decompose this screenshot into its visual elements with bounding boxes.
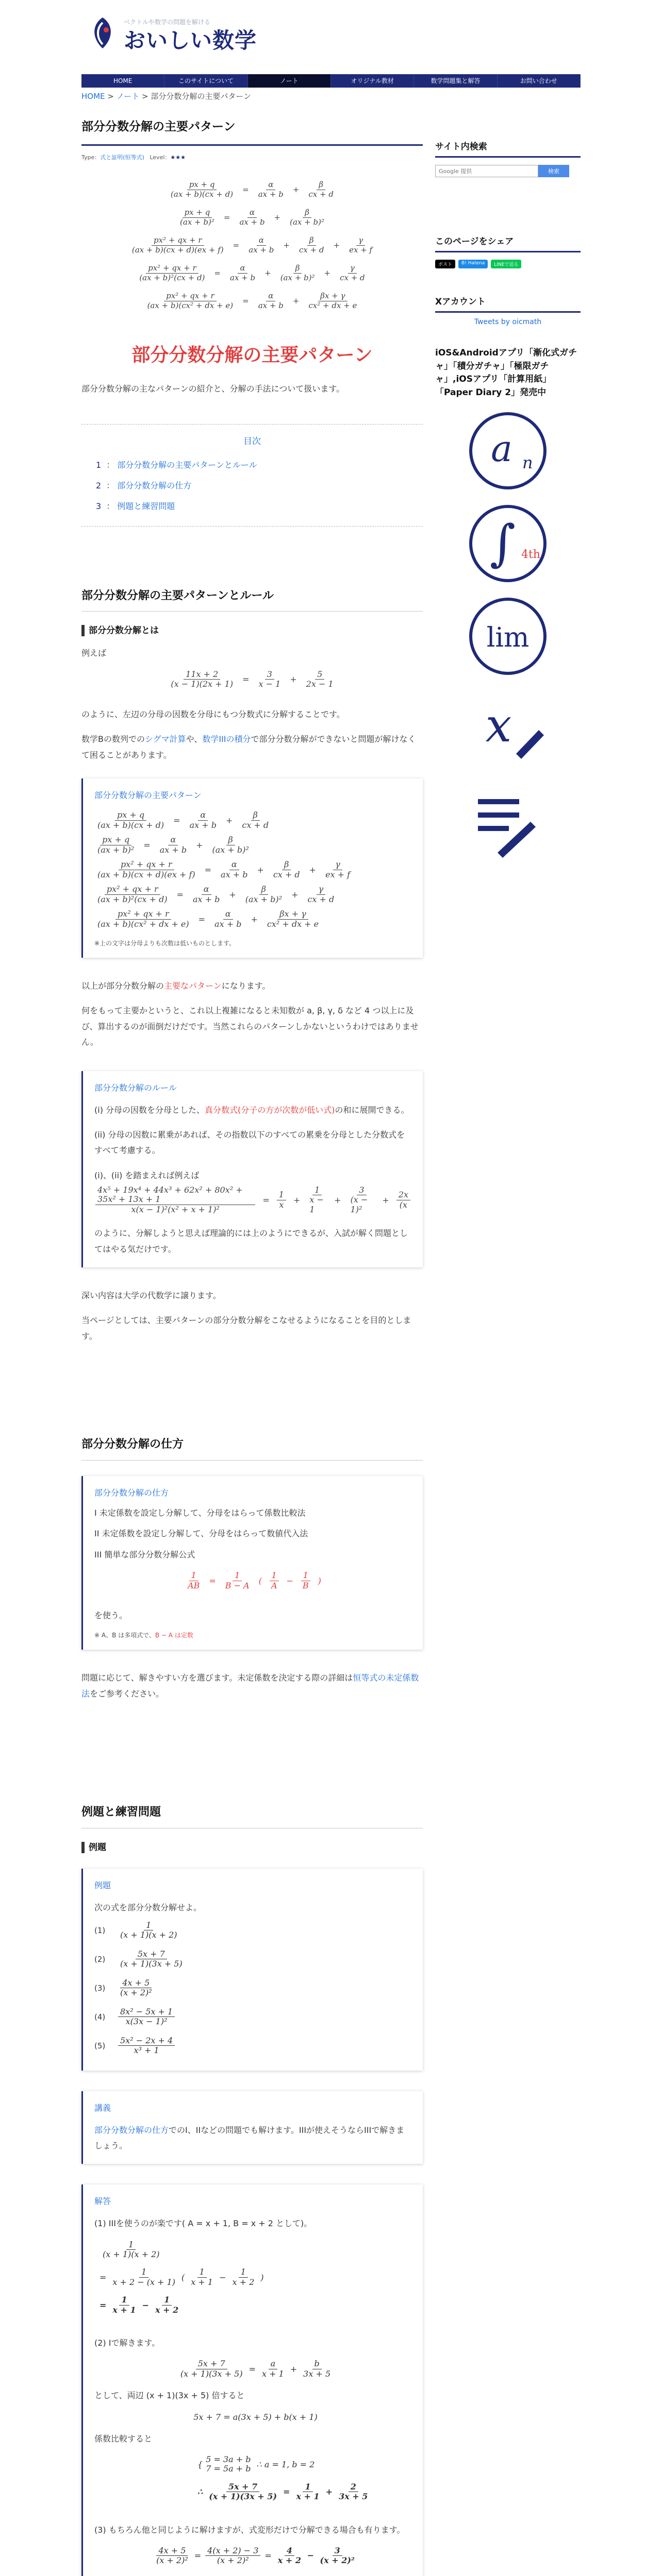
toc-title: 目次 xyxy=(243,436,261,447)
hero-formula: $\frac{\text{px² + qx + r}}{\text{(ax + b)²(cx + d)}}$ = $\frac{\alpha}{ax + b}$ + $\frac{\beta}{\text{(ax + b)²}}$ + $\frac{\gamma}{cx + d}$ xyxy=(139,263,365,282)
link-method[interactable]: 部分分数分解の仕方 xyxy=(94,2125,169,2135)
toc-item[interactable]: 2 ： 部分分数分解の仕方 xyxy=(96,480,192,490)
paragraph xyxy=(81,1670,423,1702)
app-icon-paper-diary[interactable] xyxy=(467,781,549,863)
section-title: 部分分数分解の主要パターンとルール xyxy=(81,588,423,612)
solution-formula: = $\frac{1}{x + 2 - (x + 1)}$ ( $\frac{1}{x + 1}$ − $\frac{1}{x + 2}$ ) xyxy=(100,2267,264,2287)
app-icon-limit[interactable] xyxy=(467,595,549,677)
breadcrumb-home[interactable]: HOME xyxy=(81,92,105,101)
box-note: ※上の文字は分母よりも次数は低いものとします。 xyxy=(94,940,236,947)
app-blurb: iOS&Androidアプリ「漸化式ガチャ」「積分ガチャ」「極限ガチャ」,iOSアプリ「計算用紙」「Paper Diary 2」発売中 xyxy=(435,348,577,398)
app-icon-recurrence[interactable] xyxy=(467,410,549,492)
nav-original[interactable]: オリジナル教材 xyxy=(331,74,414,88)
type-label: Type： xyxy=(81,154,101,161)
exercise-label: (4) xyxy=(94,2012,106,2022)
rule-item: (ii) 分母の因数に累乗があれば、その指数以下のすべての累乗を分母とした分数式をすべて考慮する。 xyxy=(94,1129,405,1156)
toc-num: 2 xyxy=(96,480,102,490)
exercise-label: (2) xyxy=(94,1954,106,1964)
paragraph: 当ページとしては、主要パターンの部分分数分解をこなせるようになることを目的とします。 xyxy=(81,1315,411,1341)
paragraph xyxy=(94,2123,411,2154)
svg-text:4th: 4th xyxy=(521,548,541,561)
solution-formula: { 5 = 3a + b 7 = 5a + b ∴ a = 1, b = 2 xyxy=(197,2454,315,2474)
solution-formula: $\frac{5x + 7}{(x + 1)(3x + 5)}$ = $\frac{a}{x + 1}$ + $\frac{b}{3x + 5}$ xyxy=(180,2359,331,2379)
share-x-button[interactable]: ポスト xyxy=(435,260,455,268)
exercise-label: (5) xyxy=(94,2041,106,2050)
share-hatena-button[interactable]: B! Hatena xyxy=(458,260,488,268)
text: になります。 xyxy=(221,981,271,991)
highlight-text: 真分数式(分子の方が次数が低い式) xyxy=(205,1105,335,1115)
x-timeline-link[interactable]: Tweets by oicmath xyxy=(474,318,542,326)
exercise-label: (1) xyxy=(94,1925,106,1935)
toc-link[interactable]: 部分分数分解の仕方 xyxy=(117,480,192,490)
nav-about[interactable]: このサイトについて xyxy=(164,74,247,88)
rule-box xyxy=(81,1071,423,1267)
hero-formula: $\frac{px + q}{\text{(ax + b)²}}$ = $\frac{\alpha}{ax + b}$ + $\frac{\beta}{\text{(ax + b)²}}$ xyxy=(180,208,324,227)
breadcrumb-sep: > xyxy=(107,92,114,101)
box-title: 例題 xyxy=(94,1880,111,1891)
hero-formula: $\frac{\text{px² + qx + r}}{\text{(ax + b)(cx² + dx + e)}}$ = $\frac{\alpha}{ax + b}$ + $\frac{\beta x + \gamma}{\text{cx² + dx + e}}$ xyxy=(147,291,357,310)
subsection-title: 例題 xyxy=(81,1842,423,1853)
global-nav xyxy=(81,74,581,88)
text: で部分分数分解ができないと問題が解けなくて困ることがあります。 xyxy=(81,734,416,760)
exercise-item: (3) $\frac{4x + 5}{\text{(x + 2)²}}$ xyxy=(94,1977,152,1998)
method-item: I 未定係数を設定し分解して、分母をはらって係数比較法 xyxy=(94,1507,306,1518)
paragraph: 係数比較すると xyxy=(94,2433,153,2444)
app-icon-integral[interactable] xyxy=(467,502,549,585)
highlight-text: 主要なパターン xyxy=(164,981,222,991)
logo-title: おいしい数学 xyxy=(124,28,257,53)
method-formula: $\frac{1}{AB}$ = $\frac{1}{B - A}$ ( $\frac{1}{A}$ − $\frac{1}{B}$ ) xyxy=(188,1570,321,1590)
method-item: II 未定係数を設定し分解して、分母をはらって数値代入法 xyxy=(94,1529,308,1539)
paragraph xyxy=(81,732,423,763)
text: や、 xyxy=(186,734,203,744)
paragraph: 次の式を部分分数分解せよ。 xyxy=(94,1903,202,1913)
link-integral[interactable]: 数学IIIの積分 xyxy=(202,734,251,744)
toc-item[interactable]: 3 ： 例題と練習問題 xyxy=(96,501,175,511)
logo-icon xyxy=(88,16,118,49)
paragraph xyxy=(81,978,423,994)
search-button[interactable] xyxy=(538,165,569,177)
section-3 xyxy=(81,1805,423,2576)
text: の和に展開できる。 xyxy=(335,1105,409,1115)
level-stars: ★★★ xyxy=(170,154,186,161)
widget-title: サイト内検索 xyxy=(435,139,581,158)
svg-text:lim: lim xyxy=(486,622,529,653)
section-title: 部分分数分解の仕方 xyxy=(81,1437,423,1461)
link-identity[interactable]: 恒等式の未定係数法 xyxy=(81,1673,419,1699)
nav-problems[interactable]: 数学問題集と解答 xyxy=(414,74,497,88)
example-box xyxy=(81,1869,423,2070)
text: ※ A、B は多項式で、 xyxy=(94,1632,155,1639)
search-form xyxy=(435,165,581,177)
section-2 xyxy=(81,1437,423,1702)
table-of-contents xyxy=(81,424,423,527)
highlight-text: B − A は定数 xyxy=(155,1632,193,1639)
paragraph: 何をもって主要かというと、これ以上複雑になると未知数が a, β, γ, δ など 4 つ以上に及び、算出するのが面倒だけだです。当然これらのパターンしかないというわけではありません。 xyxy=(81,1006,419,1047)
share-buttons xyxy=(435,260,581,268)
box-note xyxy=(94,1631,411,1639)
subsection-title: 部分分数分解とは xyxy=(81,625,423,636)
solution-heading: (1) IIIを使うのが楽です( A = x + 1, B = x + 2 として)。 xyxy=(94,2218,312,2229)
solution-formula: $\frac{1}{(x + 1)(x + 2)}$ xyxy=(103,2239,160,2260)
toc-link[interactable]: 部分分数分解の主要パターンとルール xyxy=(117,460,257,470)
tip-box xyxy=(81,2091,423,2164)
pattern-box xyxy=(81,778,423,958)
svg-text:x: x xyxy=(485,699,512,753)
nav-home[interactable]: HOME xyxy=(81,74,164,88)
pattern-formula: $\frac{px + q}{(ax + b)(cx + d)}$ = $\frac{\alpha}{ax + b}$ + $\frac{\beta}{cx + d}$ xyxy=(97,810,269,830)
link-sigma[interactable]: シグマ計算 xyxy=(144,734,186,744)
hero-formula: $\frac{\text{px² + qx + r}}{(ax + b)(cx + d)(ex + f)}$ = $\frac{\alpha}{ax + b}$ + $\frac{\beta}{cx + d}$ + $\frac{\gamma}{ex + f}$ xyxy=(131,235,373,255)
solution-formula: ∴ $\frac{5x + 7}{(x + 1)(3x + 5)}$ = $\frac{1}{x + 1}$ + $\frac{2}{3x + 5}$ xyxy=(197,2481,368,2502)
method-item: III 簡単な部分分数分解公式 xyxy=(94,1549,195,1560)
toc-num: 3 xyxy=(96,501,102,511)
nav-contact[interactable]: お問い合わせ xyxy=(498,74,581,88)
breadcrumb-current: 部分分数分解の主要パターン xyxy=(151,92,252,101)
exercise-label: (3) xyxy=(94,1983,106,1993)
svg-text:n: n xyxy=(522,453,533,472)
pattern-formula: $\frac{px + q}{\text{(ax + b)²}}$ = $\frac{\alpha}{ax + b}$ + $\frac{\beta}{\text{(ax + b)²}}$ xyxy=(97,835,249,855)
widget-title: このページをシェア xyxy=(435,234,581,252)
site-logo[interactable] xyxy=(88,12,258,54)
paragraph: 深い内容は大学の代数学に譲ります。 xyxy=(81,1290,221,1300)
box-title: 部分分数分解の主要パターン xyxy=(94,790,202,801)
solution-formula: $\frac{4x + 5}{\text{(x + 2)²}}$ = $\frac{4(x + 2) - 3}{\text{(x + 2)²}}$ = $\frac{4}{x + 2}$ − $\frac{3}{\text{(x + 2)²}}$ xyxy=(156,2545,355,2566)
text: (i) 分母の因数を分母とした、 xyxy=(94,1105,205,1115)
main-content xyxy=(81,103,423,2576)
exercise-item: (2) $\frac{5x + 7}{(x + 1)(3x + 5)}$ xyxy=(94,1948,183,1969)
text: 数学Bの数列での xyxy=(81,734,145,744)
pattern-formula: $\frac{\text{px² + qx + r}}{\text{(ax + b)²(cx + d)}}$ = $\frac{\alpha}{ax + b}$ + $\frac{\beta}{\text{(ax + b)²}}$ + $\frac{\gamma}{cx + d}$ xyxy=(97,884,335,904)
search-input[interactable] xyxy=(435,165,538,177)
solution-formula: = $\frac{1}{x + 1}$ − $\frac{1}{x + 2}$ xyxy=(100,2295,179,2315)
paragraph: 例えば xyxy=(81,648,107,658)
text: でのI、IIなどの問題でも解けます。IIIが使えそうならIIIで解きましょう。 xyxy=(94,2125,405,2150)
exercise-item: (1) $\frac{1}{(x + 1)(x + 2)}$ xyxy=(94,1920,177,1940)
post-meta xyxy=(81,153,423,161)
app-widget xyxy=(435,347,581,863)
rule-item xyxy=(94,1103,411,1118)
hero-formula: $\frac{px + q}{(ax + b)(cx + d)}$ = $\frac{\alpha}{ax + b}$ + $\frac{\beta}{cx + d}$ xyxy=(171,180,334,199)
nav-note[interactable]: ノート xyxy=(248,74,331,88)
breadcrumb-sep: > xyxy=(142,92,148,101)
rule-formula: $\frac{\text{4x⁵ + 19x⁴ + 44x³ + 62x² + 80x² + 35x² + 13x + 1}}{\text{x(x − 1)²(x² + x + 1)²}}$ = $\frac{1}{x}$ + $\frac{1}{x - 1}$ + $\frac{3}{\text{(x − 1)²}}$ + $\frac{2x}{(x}$ xyxy=(94,1183,411,1216)
page-title: 部分分数分解の主要パターン xyxy=(81,118,423,146)
text: をご参考ください。 xyxy=(90,1688,164,1699)
exercise-item: (5) $\frac{\text{5x² − 2x + 4}}{\text{x³ + 1}}$ xyxy=(94,2031,411,2060)
share-line-button[interactable]: LINEで送る xyxy=(491,260,521,268)
search-widget xyxy=(435,139,581,177)
widget-title: Xアカウント xyxy=(435,294,581,313)
exercise-item: (4) $\frac{\text{8x² − 5x + 1}}{\text{x(3x − 1)²}}$ xyxy=(94,2003,411,2031)
section-title: 例題と練習問題 xyxy=(81,1805,423,1828)
solution-box xyxy=(81,2184,423,2576)
lead-text: 部分分数分解の主なパターンの紹介と、分解の手法について扱います。 xyxy=(81,384,345,394)
svg-text:a: a xyxy=(491,428,512,470)
solution-heading: (3) もちろん他と同じように解けますが、式変形だけで分解できる場合も有ります。 xyxy=(94,2524,405,2535)
search-button-label: 検索 xyxy=(548,168,559,175)
share-widget xyxy=(435,234,581,268)
box-title: 部分分数分解のルール xyxy=(94,1082,177,1093)
example-formula: $\frac{11x + 2}{(x - 1)(2x + 1)}$ = $\frac{3}{x - 1}$ + $\frac{5}{2x - 1}$ xyxy=(171,669,334,689)
paragraph: として、両辺 (x + 1)(3x + 5) 倍すると xyxy=(94,2391,245,2401)
text: 問題に応じて、解きやすい方を選びます。未定係数を決定する際の詳細は xyxy=(81,1673,353,1683)
pattern-formula: $\frac{\text{px² + qx + r}}{(ax + b)(cx + d)(ex + f)}$ = $\frac{\alpha}{ax + b}$ + $\frac{\beta}{cx + d}$ + $\frac{\gamma}{ex + f}$ xyxy=(97,859,351,879)
box-title: 講義 xyxy=(94,2103,111,2113)
rule-item: (i)、(ii) を踏まえれば例えば xyxy=(94,1170,200,1180)
section-1 xyxy=(81,588,423,1345)
breadcrumb xyxy=(81,91,251,101)
type-tag[interactable]: 式と証明(恒等式) xyxy=(100,154,144,161)
hero-heading: 部分分数分解の主要パターン xyxy=(131,345,373,366)
hero-formulas xyxy=(81,176,423,315)
toc-item[interactable]: 1 ： 部分分数分解の主要パターンとルール xyxy=(96,460,257,470)
breadcrumb-note[interactable]: ノート xyxy=(116,92,140,101)
x-widget xyxy=(435,294,581,326)
paragraph: のように、左辺の分母の因数を分母にもつ分数式に分解することです。 xyxy=(81,709,345,719)
sidebar xyxy=(435,139,581,863)
logo-tagline: ベクトルや数学の問題を解ける xyxy=(124,19,211,26)
pattern-formula: $\frac{\text{px² + qx + r}}{\text{(ax + b)(cx² + dx + e)}}$ = $\frac{\alpha}{ax + b}$ + $\frac{\beta x + \gamma}{\text{cx² + dx + e}}$ xyxy=(97,909,319,929)
app-icon-calc-paper[interactable] xyxy=(467,688,549,770)
box-title: 解答 xyxy=(94,2196,111,2207)
paragraph: を使う。 xyxy=(94,1611,128,1621)
text: 以上が部分分数分解の xyxy=(81,981,164,991)
method-box xyxy=(81,1476,423,1650)
level-label: Level： xyxy=(150,154,171,161)
site-header xyxy=(0,0,662,72)
solution-formula: 5x + 7 = a(3x + 5) + b(x + 1) xyxy=(193,2412,318,2422)
toc-num: 1 xyxy=(96,460,102,470)
solution-heading: (2) Iで解きます。 xyxy=(94,2338,160,2348)
svg-text:∫: ∫ xyxy=(489,514,516,572)
rule-item: のように、分解しようと思えば理論的には上のようにできるが、入試が解く問題としてはやる気だけです。 xyxy=(94,1228,408,1254)
toc-link[interactable]: 例題と練習問題 xyxy=(117,501,175,511)
box-title: 部分分数分解の仕方 xyxy=(94,1487,169,1498)
